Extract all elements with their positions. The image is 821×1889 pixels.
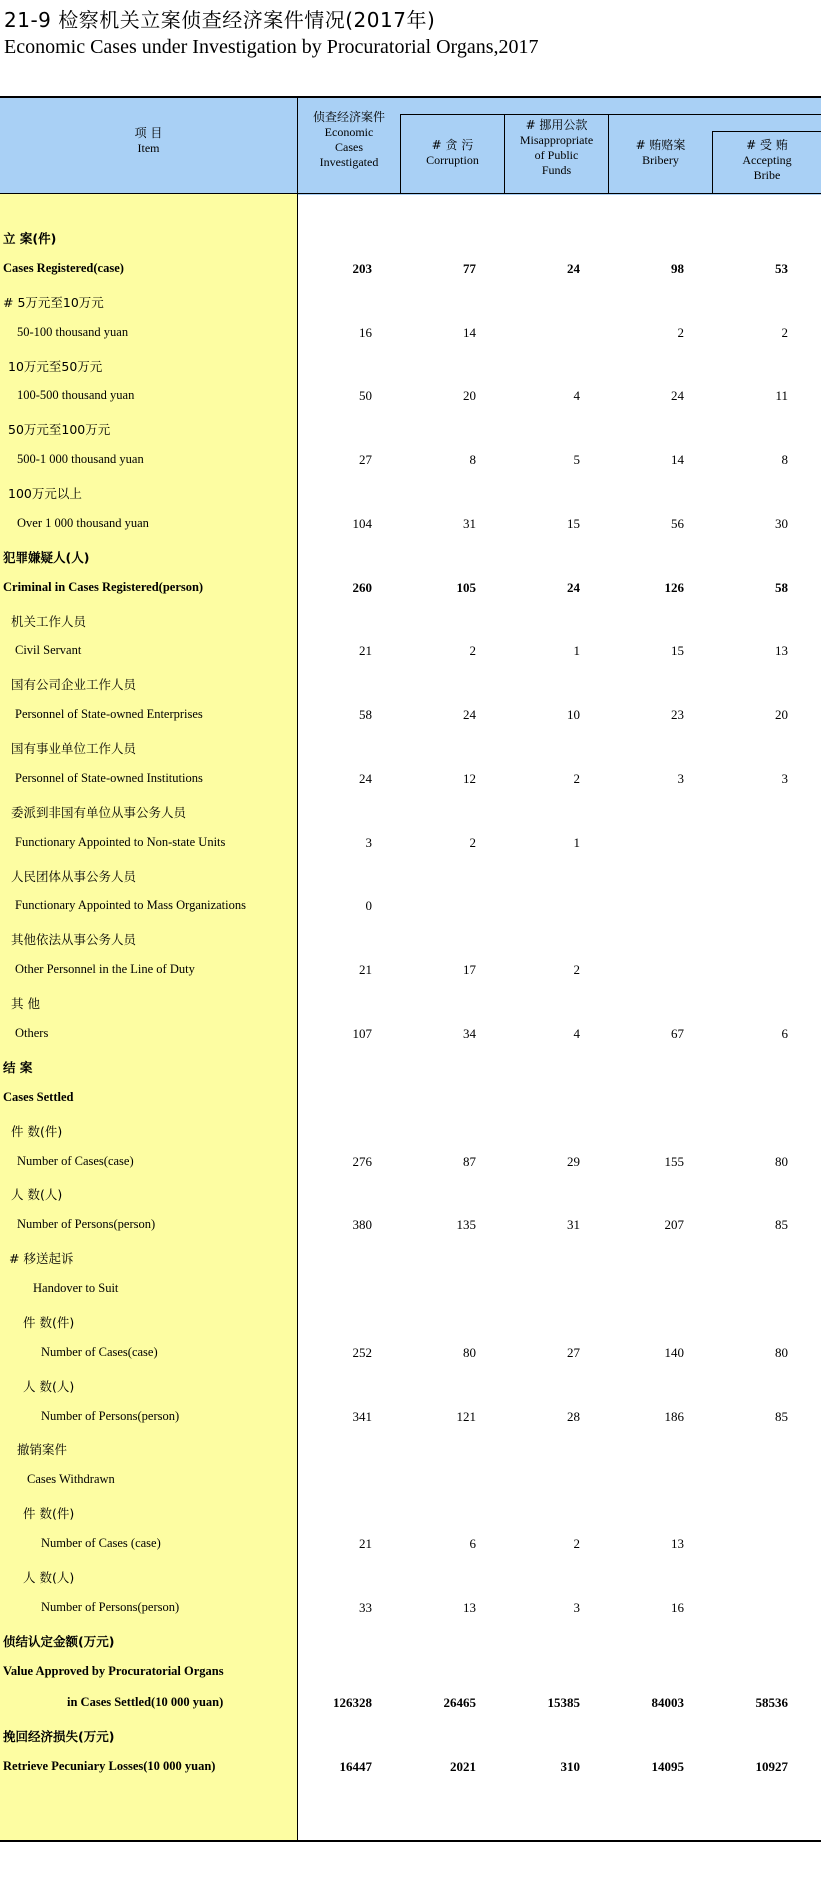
row-label: Cases Withdrawn (27, 1472, 115, 1487)
row-label: Criminal in Cases Registered(person) (3, 579, 204, 594)
table-row (0, 1273, 821, 1305)
row-label: 50万元至100万元 (8, 422, 111, 438)
table-bottom-rule (0, 1840, 821, 1842)
table-row (0, 635, 821, 667)
cell-value: 380 (352, 1217, 372, 1233)
cell-value: 24 (359, 770, 372, 786)
table-row (0, 508, 821, 540)
row-label: Cases Settled (3, 1089, 74, 1104)
cell-value: 13 (775, 643, 788, 659)
table-row (0, 1656, 821, 1688)
table-row (0, 1018, 821, 1050)
row-label: # 移送起诉 (9, 1251, 74, 1267)
table-row (0, 954, 821, 986)
table-row (0, 540, 821, 572)
cell-value: 77 (463, 260, 476, 276)
cell-value: 58536 (755, 1695, 788, 1711)
table-row (0, 1687, 821, 1719)
cell-value: 87 (463, 1153, 476, 1169)
cell-value: 260 (352, 579, 372, 595)
row-label: 人 数(人) (23, 1378, 75, 1394)
row-label: 其他依法从事公务人员 (11, 932, 137, 948)
table-row (0, 1496, 821, 1528)
cell-value: 20 (775, 707, 788, 723)
row-label: 国有事业单位工作人员 (11, 741, 137, 757)
cell-value: 3 (781, 770, 788, 786)
table-row (0, 1114, 821, 1146)
cell-value: 107 (352, 1026, 372, 1041)
cell-value: 2 (469, 643, 476, 659)
table-row (0, 1241, 821, 1273)
cell-value: 276 (352, 1153, 372, 1169)
cell-value: 24 (671, 388, 684, 404)
table-row (0, 1751, 821, 1783)
cell-value: 12 (463, 770, 476, 786)
cell-value: 21 (359, 1536, 372, 1552)
table-row (0, 827, 821, 859)
row-label: Number of Persons(person) (17, 1217, 156, 1232)
cell-value: 4 (573, 1026, 580, 1041)
cell-value: 13 (463, 1599, 476, 1615)
cell-value: 2 (677, 324, 684, 340)
cell-value: 8 (469, 452, 476, 468)
cell-value: 33 (359, 1599, 372, 1615)
table-title-english: Economic Cases under Investigation by Procuratorial Organs,2017 (4, 36, 539, 58)
cell-value: 1 (573, 834, 580, 850)
row-label: Number of Persons(person) (41, 1408, 180, 1423)
row-label: Personnel of State-owned Institutions (15, 770, 203, 785)
cell-value: 0 (365, 898, 372, 914)
table-row (0, 221, 821, 253)
cell-value: 2 (781, 324, 788, 340)
cell-value: 126 (664, 579, 684, 595)
cell-value: 28 (567, 1408, 580, 1424)
row-label: 件 数(件) (23, 1314, 75, 1330)
row-label: 人民团体从事公务人员 (11, 868, 137, 884)
cell-value: 310 (560, 1759, 580, 1775)
cell-value: 31 (567, 1217, 580, 1233)
table-row (0, 763, 821, 795)
row-label: 10万元至50万元 (8, 358, 103, 374)
cell-value: 17 (463, 962, 476, 978)
row-label: # 5万元至10万元 (3, 294, 104, 310)
table-row (0, 795, 821, 827)
row-label: 50-100 thousand yuan (17, 324, 129, 339)
cell-value: 80 (463, 1344, 476, 1360)
row-label: 国有公司企业工作人员 (11, 677, 137, 693)
table-row (0, 1050, 821, 1082)
cell-value: 84003 (651, 1695, 684, 1711)
table-row (0, 253, 821, 285)
table-row (0, 1082, 821, 1114)
cell-value: 252 (352, 1344, 372, 1360)
cell-value: 58 (775, 579, 788, 595)
cell-value: 21 (359, 962, 372, 978)
table-row (0, 604, 821, 636)
table-row (0, 1624, 821, 1656)
cell-value: 20 (463, 388, 476, 404)
row-label: Others (15, 1026, 49, 1040)
row-label: 500-1 000 thousand yuan (17, 452, 144, 467)
row-label: 撤销案件 (17, 1442, 68, 1458)
cell-value: 67 (671, 1026, 684, 1041)
table-row (0, 699, 821, 731)
table-row (0, 1401, 821, 1433)
row-label: Number of Cases(case) (41, 1344, 158, 1359)
row-label: Handover to Suit (33, 1281, 119, 1296)
table-row (0, 349, 821, 381)
cell-value: 155 (664, 1153, 684, 1169)
table-row (0, 1528, 821, 1560)
table-row (0, 572, 821, 604)
row-label: 挽回经济损失(万元) (3, 1729, 115, 1745)
cell-value: 27 (567, 1344, 580, 1360)
row-label: 委派到非国有单位从事公务人员 (11, 804, 187, 820)
cell-value: 8 (781, 452, 788, 468)
table-row (0, 890, 821, 922)
table-row (0, 444, 821, 476)
cell-value: 27 (359, 452, 372, 468)
cell-value: 16 (671, 1599, 684, 1615)
cell-value: 23 (671, 707, 684, 723)
cell-value: 26465 (443, 1695, 476, 1711)
row-label: 机关工作人员 (11, 613, 87, 629)
table-row (0, 731, 821, 763)
cell-value: 341 (352, 1408, 372, 1424)
table-row (0, 667, 821, 699)
header-corruption: # 贪 污 Corruption (426, 138, 479, 167)
header-group-rule (400, 114, 821, 115)
table-row (0, 1369, 821, 1401)
cell-value: 135 (456, 1217, 476, 1233)
row-label: 人 数(人) (23, 1569, 75, 1585)
row-label: 其 他 (11, 996, 40, 1012)
cell-value: 85 (775, 1217, 788, 1233)
cell-value: 2 (573, 770, 580, 786)
cell-value: 14095 (651, 1759, 684, 1775)
cell-value: 6 (469, 1536, 476, 1552)
cell-value: 85 (775, 1408, 788, 1424)
row-label: Number of Cases (case) (41, 1536, 161, 1551)
cell-value: 3 (573, 1599, 580, 1615)
row-label: Number of Cases(case) (17, 1153, 134, 1168)
row-label: 结 案 (3, 1059, 33, 1075)
cell-value: 10 (567, 707, 580, 723)
cell-value: 16447 (339, 1759, 372, 1775)
row-label: 立 案(件) (3, 231, 57, 246)
table-row (0, 922, 821, 954)
cell-value: 16 (359, 324, 372, 340)
cell-value: 140 (664, 1344, 684, 1360)
row-label: Cases Registered(case) (3, 260, 124, 275)
row-label: 犯罪嫌疑人(人) (3, 549, 90, 565)
cell-value: 24 (567, 579, 580, 595)
cell-value: 13 (671, 1536, 684, 1552)
cell-value: 29 (567, 1153, 580, 1169)
cell-value: 3 (677, 770, 684, 786)
row-label: Functionary Appointed to Non-state Units (15, 834, 226, 849)
table-row (0, 1305, 821, 1337)
row-label: 侦结认定金额(万元) (3, 1633, 115, 1649)
row-label: Retrieve Pecuniary Losses(10 000 yuan) (3, 1759, 216, 1774)
row-label: Value Approved by Procuratorial Organs (3, 1663, 224, 1678)
cell-value: 14 (463, 324, 476, 340)
row-label: Functionary Appointed to Mass Organizations (15, 898, 246, 913)
cell-value: 31 (463, 515, 476, 531)
cell-value: 2021 (450, 1759, 476, 1775)
cell-value: 186 (664, 1408, 684, 1424)
cell-value: 6 (781, 1026, 788, 1041)
table-row (0, 285, 821, 317)
cell-value: 11 (775, 388, 788, 404)
cell-value: 4 (573, 388, 580, 404)
cell-value: 2 (573, 962, 580, 978)
row-label: Number of Persons(person) (41, 1599, 180, 1614)
header-economic-cases-investigated: 侦查经济案件 Economic Cases Investigated (312, 110, 385, 169)
cell-value: 15385 (547, 1695, 580, 1711)
row-label: Civil Servant (15, 643, 82, 658)
cell-value: 24 (463, 707, 476, 723)
table-row (0, 1464, 821, 1496)
table-row (0, 1592, 821, 1624)
cell-value: 121 (456, 1408, 476, 1424)
table-row (0, 859, 821, 891)
table-top-rule (0, 96, 821, 98)
cell-value: 2 (573, 1536, 580, 1552)
row-label: 100万元以上 (8, 486, 82, 502)
table-row (0, 1177, 821, 1209)
table-row (0, 412, 821, 444)
header-misappropriate-public-funds: # 挪用公款 Misappropriate of Public Funds (519, 118, 594, 177)
cell-value: 80 (775, 1153, 788, 1169)
cell-value: 203 (352, 260, 372, 276)
cell-value: 105 (456, 579, 476, 595)
cell-value: 1 (573, 643, 580, 659)
table-row (0, 1337, 821, 1369)
row-label: 100-500 thousand yuan (17, 388, 135, 403)
header-item: 项 目 Item (134, 126, 163, 155)
row-label: Personnel of State-owned Enterprises (15, 707, 203, 722)
cell-value: 15 (567, 515, 580, 531)
cell-value: 53 (775, 260, 788, 276)
table-row (0, 476, 821, 508)
cell-value: 104 (352, 515, 372, 531)
header-bribery: # 贿赂案 Bribery (635, 138, 686, 167)
cell-value: 34 (463, 1026, 476, 1041)
cell-value: 3 (365, 834, 372, 850)
table-row (0, 380, 821, 412)
cell-value: 21 (359, 643, 372, 659)
cell-value: 126328 (333, 1695, 372, 1711)
header-accepting-bribe: # 受 贿 Accepting Bribe (742, 138, 792, 182)
row-label: in Cases Settled(10 000 yuan) (67, 1695, 224, 1710)
row-label: 件 数(件) (11, 1123, 63, 1139)
cell-value: 58 (359, 707, 372, 723)
header-subgroup-rule (712, 131, 821, 132)
cell-value: 98 (671, 260, 684, 276)
cell-value: 80 (775, 1344, 788, 1360)
cell-value: 50 (359, 388, 372, 404)
cell-value: 15 (671, 643, 684, 659)
table-row (0, 317, 821, 349)
cell-value: 24 (567, 260, 580, 276)
row-label: 件 数(件) (23, 1506, 75, 1522)
header-bottom-rule (0, 193, 821, 194)
table-row (0, 1146, 821, 1178)
table-row (0, 1560, 821, 1592)
cell-value: 14 (671, 452, 684, 468)
table-row (0, 1432, 821, 1464)
row-label: Other Personnel in the Line of Duty (15, 962, 195, 977)
cell-value: 30 (775, 515, 788, 531)
row-label: 人 数(人) (11, 1187, 63, 1203)
table-title-chinese: 21-9 检察机关立案侦查经济案件情况(2017年) (4, 8, 436, 32)
cell-value: 207 (664, 1217, 684, 1233)
cell-value: 10927 (755, 1759, 788, 1775)
cell-value: 56 (671, 515, 684, 531)
table-row (0, 986, 821, 1018)
cell-value: 2 (469, 834, 476, 850)
cell-value: 5 (573, 452, 580, 468)
table-row (0, 1719, 821, 1751)
row-label: Over 1 000 thousand yuan (17, 515, 149, 530)
table-row (0, 1209, 821, 1241)
